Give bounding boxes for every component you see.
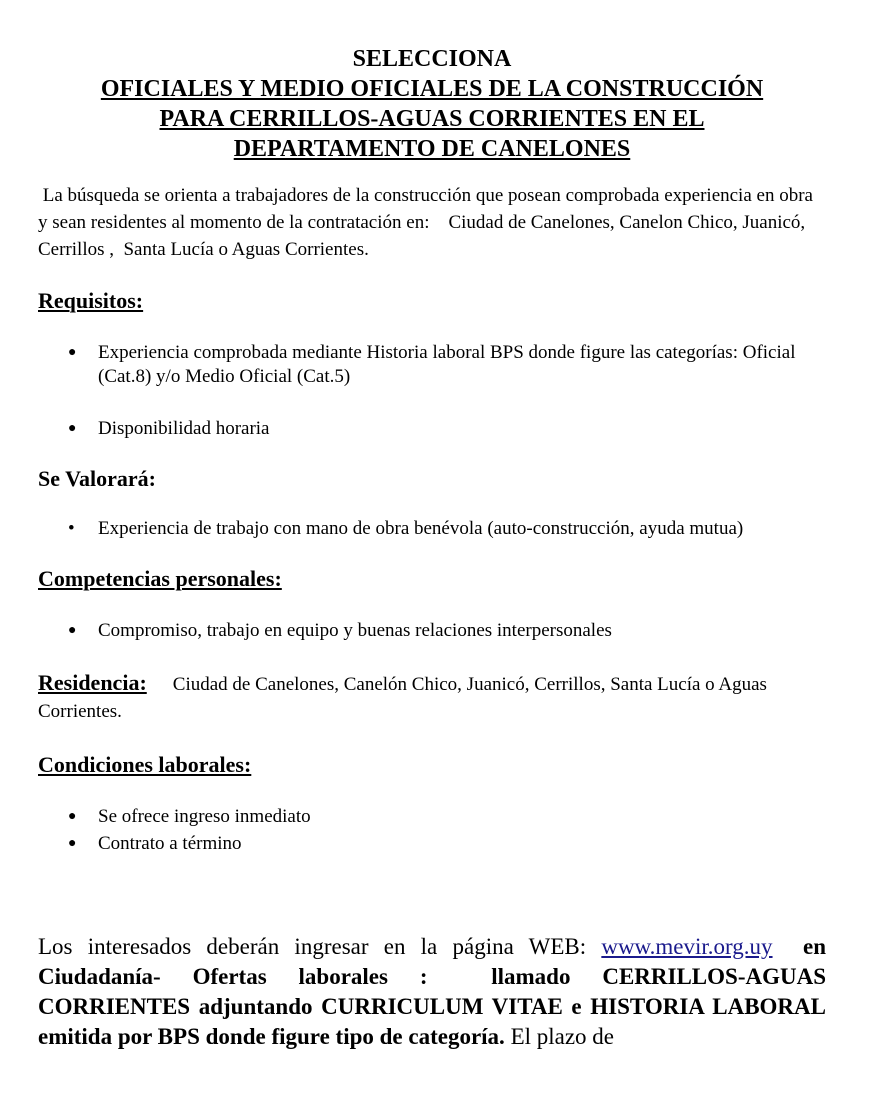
bullet-icon: ● (68, 421, 77, 436)
bullet-icon: ● (68, 809, 77, 824)
list-item (38, 417, 826, 441)
list-item-text: Experiencia de trabajo con mano de obra benévola (auto-construcción, ayuda mutua) (98, 518, 744, 539)
title-line-4: DEPARTAMENTO DE CANELONES (233, 136, 631, 162)
intro-paragraph: La búsqueda se orienta a trabajadores de la construcción que posean comprobada experiencia en obra y sean residentes al momento de la contratación en: Ciudad de Canelones, Canelon Chico, Juanicó, Cerrillos , Santa Lucía o Aguas Corrientes. (38, 185, 818, 260)
condiciones-heading: Condiciones laborales: (38, 752, 252, 777)
list-item-text: Disponibilidad horaria (98, 418, 270, 439)
application-instructions (38, 932, 832, 1052)
competencias-list (38, 619, 826, 643)
bullet-icon: ● (68, 623, 77, 638)
instructions-bold: en Ciudadanía- Ofertas laborales : llamado CERRILLOS-AGUAS CORRIENTES adjuntando CURRICULUM VITAE e HISTORIA LABORAL emitida por BPS donde figure tipo de categoría. (38, 934, 832, 1049)
list-item (38, 517, 826, 541)
title-line-3: PARA CERRILLOS-AGUAS CORRIENTES EN EL (159, 106, 705, 132)
bullet-icon: ● (68, 345, 77, 360)
title-line-1: SELECCIONA (352, 46, 512, 72)
competencias-heading: Competencias personales: (38, 566, 282, 591)
list-item-text: Se ofrece ingreso inmediato (98, 806, 311, 827)
document-page (38, 44, 832, 1052)
bullet-icon: • (68, 518, 75, 539)
requisitos-heading: Requisitos: (38, 288, 144, 313)
residencia-label: Residencia: (38, 670, 147, 695)
list-item-text: Experiencia comprobada mediante Historia laboral BPS donde figure las categorías: Oficial (Cat.8) y/o Medio Oficial (Cat.5) (98, 342, 796, 387)
list-item-text: Compromiso, trabajo en equipo y buenas relaciones interpersonales (98, 620, 612, 641)
title-line-2: OFICIALES Y MEDIO OFICIALES DE LA CONSTRUCCIÓN (100, 76, 764, 102)
document-title (38, 44, 826, 164)
condiciones-list (38, 805, 826, 856)
instructions-tail: El plazo de (504, 1024, 615, 1049)
residencia-paragraph (38, 669, 826, 725)
valorara-list (38, 517, 826, 541)
requisitos-list (38, 341, 826, 441)
list-item (38, 341, 826, 389)
list-item (38, 619, 826, 643)
list-item (38, 805, 826, 829)
bullet-icon: ● (68, 836, 77, 851)
list-item (38, 832, 826, 856)
mevir-website-link[interactable]: www.mevir.org.uy (601, 934, 773, 959)
residencia-text: Ciudad de Canelones, Canelón Chico, Juanicó, Cerrillos, Santa Lucía o Aguas Corrientes. (38, 674, 767, 722)
instructions-lead: Los interesados deberán ingresar en la página WEB: (38, 934, 602, 959)
valorara-heading: Se Valorará: (38, 466, 156, 491)
list-item-text: Contrato a término (98, 833, 242, 854)
